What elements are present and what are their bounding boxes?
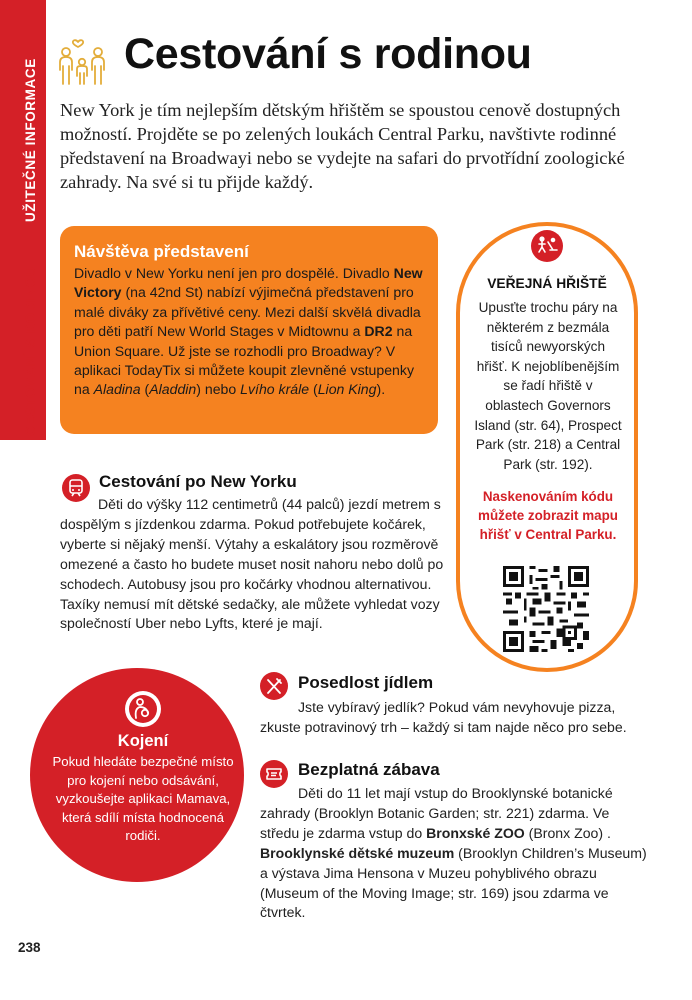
family-icon — [57, 36, 107, 88]
theatre-title: Návštěva představení — [74, 242, 249, 261]
bronx-zoo-name: Bronxské ZOO — [426, 824, 525, 841]
dr2-name: DR2 — [364, 323, 393, 340]
getting-around-text: Děti do výšky 112 centimetrů (44 palců) jezdí metrem s dospělým s jízdenkou zdarma. Pokud potřebujete kočárek, vyberte si nějaký menší. Výtahy a eskalátory jsou rozměrově omezené a často ho budete muset nosit nahoru nebo dolů po schodech. Autobusy jsou pro kočárky vhodnou alternativou. Taxíky nemusí mít dětské sedačky, ale můžete vyhledat vozy společností Uber nebo Lyfts, které je mají. — [60, 496, 444, 632]
qr-code-icon[interactable] — [503, 566, 589, 652]
food-title: Posedlost jídlem — [298, 673, 434, 692]
intro-paragraph: New York je tím nejlepším dětským hřištěm se spoustou cenově dostupných možností. Projděte se po zelených loukách Central Parku, navštivte rodinné představení na Broadwayi nebo se vydejte na safari do prvotřídní zoologické zahrady. Na své si tu přijde každý. — [60, 100, 625, 192]
playground-icon — [531, 230, 563, 262]
page-number: 238 — [18, 940, 41, 955]
brooklyn-childrens-museum-name: Brooklynské dětské muzeum — [260, 844, 455, 861]
sidebar-section-label: UŽITEČNÉ INFORMACE — [23, 58, 38, 222]
breastfeeding-text: Pokud hledáte bezpečné místo pro kojení nebo odsávání, vyzkoušejte aplikaci Mamava, která sdílí místa hodnocená rodiči. — [52, 754, 234, 844]
playgrounds-text: Upusťte trochu páry na některém z bezmála tisíců newyorských hřišť. K nejoblíbenějším se řadí hřiště v oblastech Governors Island (str. 64), Prospect Park (str. 218) a Central Park (str. 192). — [474, 300, 622, 472]
breastfeeding-title: Kojení — [117, 732, 169, 750]
sidebar-subsection-label: CESTOVÁNÍ S RODINOU — [23, 265, 38, 436]
theatre-box — [60, 226, 438, 434]
new-victory-name: New Victory — [74, 265, 423, 301]
free-fun-title: Bezplatná zábava — [298, 760, 440, 779]
playgrounds-title: VEŘEJNÁ HŘIŠTĚ — [487, 276, 607, 291]
getting-around-title: Cestování po New Yorku — [99, 472, 297, 491]
nursing-icon — [124, 690, 162, 728]
food-text: Jste vybíravý jedlík? Pokud vám nevyhovuje pizza, zkuste potravinový trh – každý si tam najde něco pro sebe. — [260, 699, 627, 735]
theatre-text: Divadlo v New Yorku není jen pro dospělé. Divadlo New Victory (na 42nd St) nabízí výjimečná představení pro malé diváky za přívětivé ceny. Mezi další skvělá divadla pro děti patří New World Stages v Midtownu a DR2 na Union Square. Už jste se rozhodli pro Broadway? V aplikaci TodayTix si můžete koupit zlevněné vstupenky na Aladina (Aladdin) nebo Lvího krále (Lion King). — [74, 265, 423, 398]
page-title: Cestování s rodinou — [124, 30, 532, 78]
cutlery-icon — [260, 672, 288, 700]
playgrounds-cta: Naskenováním kódu můžete zobrazit mapu hřišť v Central Parku. — [478, 489, 618, 542]
free-fun-text: Děti do 11 let mají vstup do Brooklynské botanické zahrady (Brooklyn Botanic Garden; str. 221) zdarma. Ve středu je zdarma vstup do Bronxské ZOO (Bronx Zoo) . Brooklynské dětské muzeum (Brooklyn Children’s Museum) a výstava Jima Hensona v Muzeu pohyblivého obrazu (Museum of the Moving Image; str. 169) jsou zdarma ve čtvrtek. — [260, 785, 647, 921]
